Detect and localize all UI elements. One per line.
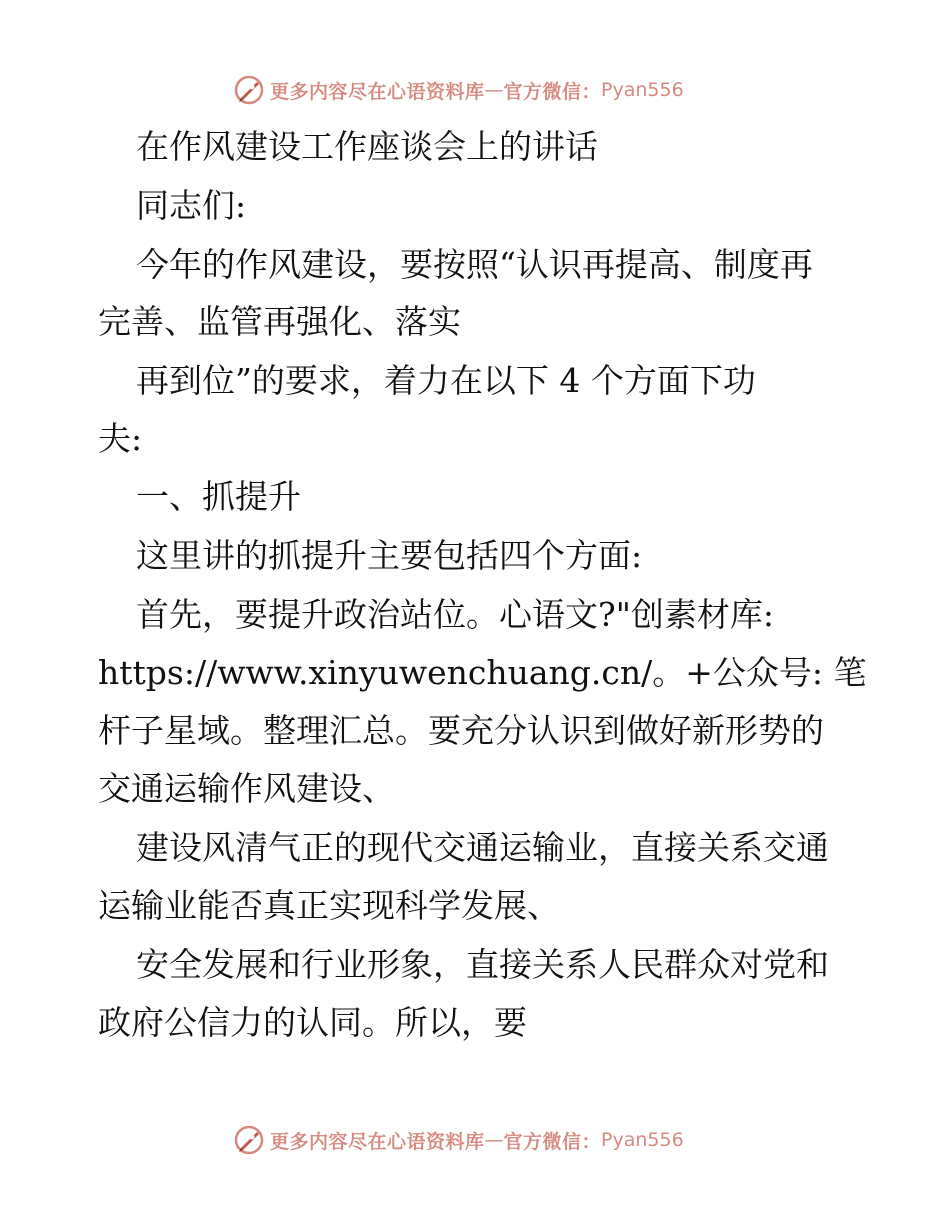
paragraph-line: 政府公信力的认同。所以，要 bbox=[98, 1003, 527, 1042]
paragraph-line: 交通运输作风建设、 bbox=[98, 769, 395, 808]
paragraph-line: 今年的作风建设，要按照“认识再提高、制度再 bbox=[136, 245, 813, 284]
watermark-brand-text: 更多内容尽在心语资料库 bbox=[270, 80, 485, 103]
paragraph-line: 安全发展和行业形象，直接关系人民群众对党和 bbox=[136, 945, 829, 984]
document-title: 在作风建设工作座谈会上的讲话 bbox=[136, 127, 598, 166]
paragraph-line: 首先，要提升政治站位。心语文?"创素材库: bbox=[136, 595, 774, 634]
watermark-separator: — bbox=[484, 79, 504, 101]
paragraph-line: 夫: bbox=[98, 419, 143, 458]
section-heading: 一、抓提升 bbox=[136, 477, 301, 516]
pen-logo-icon bbox=[232, 73, 266, 107]
paragraph-line: 再到位”的要求，着力在以下 4 个方面下功 bbox=[136, 361, 756, 400]
watermark-brand-text: 更多内容尽在心语资料库 bbox=[270, 1130, 485, 1153]
header-watermark bbox=[232, 72, 684, 108]
watermark-wechat-label: 官方微信： bbox=[503, 80, 602, 103]
paragraph-line: 完善、监管再强化、落实 bbox=[98, 302, 461, 341]
paragraph-line: 这里讲的抓提升主要包括四个方面: bbox=[136, 536, 643, 575]
paragraph-line: 运输业能否真正实现科学发展、 bbox=[98, 886, 560, 925]
paragraph-line-url: https://www.xinyuwenchuang.cn/。+公众号: 笔 bbox=[98, 653, 867, 692]
paragraph-line: 杆子星域。整理汇总。要充分认识到做好新形势的 bbox=[98, 711, 824, 750]
watermark-wechat-label: 官方微信： bbox=[503, 1130, 602, 1153]
watermark-wechat-id: Pyan556 bbox=[601, 79, 684, 101]
paragraph-line: 建设风清气正的现代交通运输业，直接关系交通 bbox=[136, 828, 829, 867]
pen-logo-icon bbox=[232, 1123, 266, 1157]
watermark-separator: — bbox=[484, 1129, 504, 1151]
footer-watermark bbox=[232, 1122, 684, 1158]
salutation: 同志们: bbox=[136, 186, 247, 225]
watermark-wechat-id: Pyan556 bbox=[601, 1129, 684, 1151]
